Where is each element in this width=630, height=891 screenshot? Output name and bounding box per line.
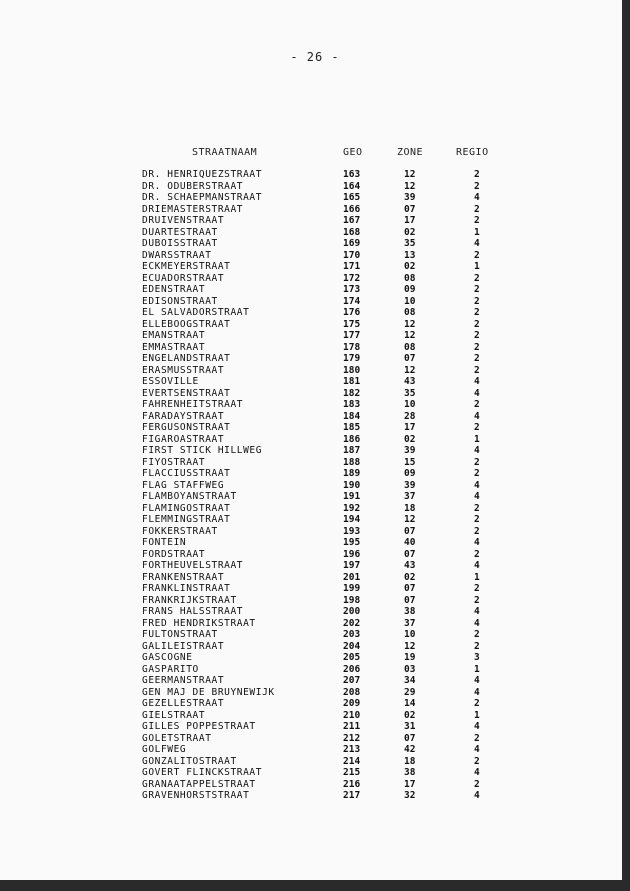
table-row [0, 411, 600, 423]
regio-code: 2 [474, 341, 480, 353]
street-name: FRED HENDRIKSTRAAT [142, 617, 256, 629]
table-row [0, 549, 600, 561]
table-row [0, 307, 600, 319]
geo-code: 217 [343, 790, 361, 801]
street-name: FRANS HALSSTRAAT [142, 606, 244, 617]
page-number: - 26 - [290, 50, 340, 64]
geo-code: 208 [343, 686, 361, 698]
street-name: FLAMINGOSTRAAT [142, 502, 231, 514]
street-name: EMANSTRAAT [142, 330, 206, 341]
table-row [0, 767, 600, 779]
regio-code: 3 [474, 652, 480, 663]
regio-code: 2 [474, 594, 480, 606]
street-name: GEZELLESTRAAT [142, 698, 225, 709]
regio-code: 2 [474, 640, 480, 652]
street-name: DRIEMASTERSTRAAT [142, 203, 244, 215]
geo-code: 205 [343, 652, 361, 663]
table-row [0, 756, 600, 768]
regio-code: 2 [474, 548, 480, 560]
street-name: GOLETSTRAAT [142, 732, 212, 744]
street-name: GALILEISTRAAT [142, 640, 225, 652]
regio-code: 4 [474, 479, 480, 491]
table-row [0, 192, 600, 204]
regio-code: 2 [474, 353, 480, 364]
street-name: FOKKERSTRAAT [142, 525, 218, 537]
table-row [0, 606, 600, 618]
zone-code: 37 [404, 491, 416, 502]
zone-code: 39 [404, 445, 416, 456]
zone-code: 15 [404, 456, 416, 468]
zone-code: 38 [404, 767, 416, 778]
zone-code: 12 [404, 318, 416, 330]
zone-code: 31 [404, 721, 416, 732]
geo-code: 213 [343, 744, 361, 755]
regio-code: 2 [474, 364, 480, 376]
table-row [0, 687, 600, 699]
regio-code: 4 [474, 790, 480, 801]
zone-code: 32 [404, 790, 416, 801]
regio-code: 2 [474, 284, 480, 295]
table-row [0, 261, 600, 273]
zone-code: 07 [404, 583, 416, 594]
street-name: GASPARITO [142, 663, 199, 675]
street-name: GILLES POPPESTRAAT [142, 721, 256, 732]
geo-code: 187 [343, 445, 361, 456]
table-row [0, 595, 600, 607]
table-row [0, 744, 600, 756]
geo-code: 165 [343, 192, 361, 203]
zone-code: 12 [404, 640, 416, 652]
table-row [0, 641, 600, 653]
zone-code: 02 [404, 571, 416, 583]
regio-code: 2 [474, 215, 480, 226]
table-row [0, 388, 600, 400]
table-row [0, 514, 600, 526]
regio-code: 4 [474, 721, 480, 732]
table-row [0, 342, 600, 354]
street-name: FLEMMINGSTRAAT [142, 514, 231, 525]
street-name: DRUIVENSTRAAT [142, 215, 225, 226]
street-name: DR. ODUBERSTRAAT [142, 180, 244, 192]
geo-code: 216 [343, 778, 361, 790]
zone-code: 17 [404, 778, 416, 790]
zone-code: 38 [404, 606, 416, 617]
table-row [0, 204, 600, 216]
table-row [0, 445, 600, 457]
zone-code: 43 [404, 376, 416, 387]
street-name: GONZALITOSTRAAT [142, 755, 237, 767]
regio-code: 2 [474, 514, 480, 525]
street-name: DR. SCHAEPMANSTRAAT [142, 192, 263, 203]
zone-code: 07 [404, 353, 416, 364]
street-name: DR. HENRIQUEZSTRAAT [142, 169, 263, 180]
zone-code: 39 [404, 192, 416, 203]
geo-code: 176 [343, 307, 361, 318]
regio-code: 4 [474, 238, 480, 249]
regio-code: 2 [474, 399, 480, 410]
zone-code: 12 [404, 330, 416, 341]
geo-code: 188 [343, 456, 361, 468]
geo-code: 186 [343, 433, 361, 445]
table-row [0, 583, 600, 595]
zone-code: 03 [404, 663, 416, 675]
street-name: FONTEIN [142, 537, 187, 548]
geo-code: 170 [343, 249, 361, 261]
zone-code: 18 [404, 755, 416, 767]
geo-code: 215 [343, 767, 361, 778]
geo-code: 212 [343, 732, 361, 744]
zone-code: 02 [404, 433, 416, 445]
street-name: GRANAATAPPELSTRAAT [142, 778, 256, 790]
zone-code: 18 [404, 502, 416, 514]
geo-code: 214 [343, 755, 361, 767]
geo-code: 194 [343, 514, 361, 525]
zone-code: 35 [404, 387, 416, 399]
geo-code: 193 [343, 525, 361, 537]
table-row [0, 675, 600, 687]
table-row [0, 537, 600, 549]
geo-code: 189 [343, 468, 361, 479]
regio-code: 1 [474, 709, 480, 721]
zone-code: 35 [404, 238, 416, 249]
header-geo: GEO [343, 147, 363, 158]
street-name: ECKMEYERSTRAAT [142, 261, 231, 272]
street-name: FARADAYSTRAAT [142, 410, 225, 422]
street-name: FAHRENHEITSTRAAT [142, 399, 244, 410]
table-row [0, 572, 600, 584]
geo-code: 167 [343, 215, 361, 226]
table-row [0, 238, 600, 250]
zone-code: 07 [404, 594, 416, 606]
regio-code: 2 [474, 698, 480, 709]
table-row [0, 664, 600, 676]
zone-code: 07 [404, 203, 416, 215]
geo-code: 178 [343, 341, 361, 353]
street-name: FULTONSTRAAT [142, 629, 218, 640]
zone-code: 07 [404, 548, 416, 560]
street-name: FIGAROASTRAAT [142, 433, 225, 445]
street-name: GRAVENHORSTSTRAAT [142, 790, 250, 801]
geo-code: 203 [343, 629, 361, 640]
table-row [0, 779, 600, 791]
geo-code: 195 [343, 537, 361, 548]
regio-code: 2 [474, 307, 480, 318]
street-name: EMMASTRAAT [142, 341, 206, 353]
zone-code: 08 [404, 341, 416, 353]
geo-code: 196 [343, 548, 361, 560]
regio-code: 2 [474, 249, 480, 261]
zone-code: 07 [404, 732, 416, 744]
street-name: EDENSTRAAT [142, 284, 206, 295]
table-row [0, 468, 600, 480]
street-name: FLAMBOYANSTRAAT [142, 491, 237, 502]
zone-code: 10 [404, 295, 416, 307]
regio-code: 1 [474, 226, 480, 238]
regio-code: 2 [474, 169, 480, 180]
table-row [0, 250, 600, 262]
table-row [0, 526, 600, 538]
zone-code: 12 [404, 180, 416, 192]
table-row [0, 273, 600, 285]
geo-code: 204 [343, 640, 361, 652]
street-name: ELLEBOOGSTRAAT [142, 318, 231, 330]
street-name: EVERTSENSTRAAT [142, 387, 231, 399]
regio-code: 4 [474, 617, 480, 629]
geo-code: 169 [343, 238, 361, 249]
regio-code: 4 [474, 491, 480, 502]
regio-code: 2 [474, 180, 480, 192]
zone-code: 02 [404, 709, 416, 721]
regio-code: 2 [474, 468, 480, 479]
geo-code: 174 [343, 295, 361, 307]
street-name: GIELSTRAAT [142, 709, 206, 721]
geo-code: 197 [343, 560, 361, 571]
street-name: FRANKLINSTRAAT [142, 583, 231, 594]
table-row [0, 721, 600, 733]
geo-code: 202 [343, 617, 361, 629]
regio-code: 4 [474, 744, 480, 755]
street-name: FLACCIUSSTRAAT [142, 468, 231, 479]
regio-code: 4 [474, 192, 480, 203]
zone-code: 14 [404, 698, 416, 709]
geo-code: 190 [343, 479, 361, 491]
regio-code: 4 [474, 560, 480, 571]
regio-code: 2 [474, 778, 480, 790]
geo-code: 179 [343, 353, 361, 364]
geo-code: 172 [343, 272, 361, 284]
street-table [0, 169, 600, 802]
regio-code: 2 [474, 295, 480, 307]
header-straatnaam: STRAATNAAM [192, 147, 258, 158]
table-row [0, 457, 600, 469]
zone-code: 39 [404, 479, 416, 491]
geo-code: 173 [343, 284, 361, 295]
regio-code: 2 [474, 583, 480, 594]
table-row [0, 790, 600, 802]
table-row [0, 296, 600, 308]
zone-code: 43 [404, 560, 416, 571]
zone-code: 09 [404, 284, 416, 295]
geo-code: 175 [343, 318, 361, 330]
zone-code: 42 [404, 744, 416, 755]
geo-code: 171 [343, 261, 361, 272]
regio-code: 4 [474, 376, 480, 387]
geo-code: 200 [343, 606, 361, 617]
regio-code: 4 [474, 387, 480, 399]
zone-code: 13 [404, 249, 416, 261]
zone-code: 02 [404, 226, 416, 238]
street-name: FIRST STICK HILLWEG [142, 445, 263, 456]
geo-code: 180 [343, 364, 361, 376]
header-regio: REGIO [456, 147, 489, 158]
table-row [0, 560, 600, 572]
street-name: ERASMUSSTRAAT [142, 364, 225, 376]
street-name: GASCOGNE [142, 652, 193, 663]
regio-code: 4 [474, 606, 480, 617]
table-row [0, 365, 600, 377]
regio-code: 4 [474, 675, 480, 686]
zone-code: 17 [404, 215, 416, 226]
geo-code: 199 [343, 583, 361, 594]
table-row [0, 629, 600, 641]
table-row [0, 491, 600, 503]
street-name: ENGELANDSTRAAT [142, 353, 231, 364]
table-row [0, 284, 600, 296]
geo-code: 184 [343, 410, 361, 422]
regio-code: 4 [474, 445, 480, 456]
table-row [0, 215, 600, 227]
street-name: GOLFWEG [142, 744, 187, 755]
street-name: DUBOISSTRAAT [142, 238, 218, 249]
table-row [0, 618, 600, 630]
zone-code: 08 [404, 272, 416, 284]
zone-code: 17 [404, 422, 416, 433]
regio-code: 1 [474, 433, 480, 445]
geo-code: 166 [343, 203, 361, 215]
zone-code: 12 [404, 514, 416, 525]
table-row [0, 181, 600, 193]
table-row [0, 399, 600, 411]
regio-code: 4 [474, 410, 480, 422]
zone-code: 07 [404, 525, 416, 537]
regio-code: 1 [474, 663, 480, 675]
regio-code: 2 [474, 502, 480, 514]
street-name: GOVERT FLINCKSTRAAT [142, 767, 263, 778]
regio-code: 2 [474, 629, 480, 640]
geo-code: 198 [343, 594, 361, 606]
regio-code: 1 [474, 571, 480, 583]
zone-code: 08 [404, 307, 416, 318]
regio-code: 2 [474, 272, 480, 284]
regio-code: 2 [474, 456, 480, 468]
regio-code: 1 [474, 261, 480, 272]
table-row [0, 169, 600, 181]
street-name: ECUADORSTRAAT [142, 272, 225, 284]
table-row [0, 227, 600, 239]
regio-code: 2 [474, 422, 480, 433]
geo-code: 210 [343, 709, 361, 721]
table-row [0, 652, 600, 664]
table-row [0, 434, 600, 446]
geo-code: 192 [343, 502, 361, 514]
street-name: DWARSSTRAAT [142, 249, 212, 261]
table-row [0, 422, 600, 434]
street-name: FRANKRIJKSTRAAT [142, 594, 237, 606]
regio-code: 4 [474, 686, 480, 698]
geo-code: 185 [343, 422, 361, 433]
regio-code: 4 [474, 767, 480, 778]
table-row [0, 480, 600, 492]
geo-code: 209 [343, 698, 361, 709]
street-name: EL SALVADORSTRAAT [142, 307, 250, 318]
geo-code: 164 [343, 180, 361, 192]
zone-code: 29 [404, 686, 416, 698]
street-name: EDISONSTRAAT [142, 295, 218, 307]
geo-code: 201 [343, 571, 361, 583]
table-row [0, 353, 600, 365]
zone-code: 12 [404, 169, 416, 180]
street-name: FRANKENSTRAAT [142, 571, 225, 583]
zone-code: 02 [404, 261, 416, 272]
street-name: DUARTESTRAAT [142, 226, 218, 238]
geo-code: 183 [343, 399, 361, 410]
zone-code: 34 [404, 675, 416, 686]
street-name: ESSOVILLE [142, 376, 199, 387]
zone-code: 28 [404, 410, 416, 422]
street-name: GEN MAJ DE BRUYNEWIJK [142, 686, 275, 698]
street-name: FIYOSTRAAT [142, 456, 206, 468]
regio-code: 4 [474, 537, 480, 548]
regio-code: 2 [474, 525, 480, 537]
geo-code: 181 [343, 376, 361, 387]
street-name: FLAG STAFFWEG [142, 479, 225, 491]
table-row [0, 376, 600, 388]
geo-code: 163 [343, 169, 361, 180]
table-row [0, 330, 600, 342]
regio-code: 2 [474, 203, 480, 215]
street-name: FORDSTRAAT [142, 548, 206, 560]
street-name: FORTHEUVELSTRAAT [142, 560, 244, 571]
table-row [0, 319, 600, 331]
geo-code: 211 [343, 721, 361, 732]
zone-code: 37 [404, 617, 416, 629]
zone-code: 12 [404, 364, 416, 376]
geo-code: 182 [343, 387, 361, 399]
geo-code: 168 [343, 226, 361, 238]
zone-code: 40 [404, 537, 416, 548]
regio-code: 2 [474, 330, 480, 341]
street-name: FERGUSONSTRAAT [142, 422, 231, 433]
geo-code: 206 [343, 663, 361, 675]
geo-code: 207 [343, 675, 361, 686]
zone-code: 10 [404, 629, 416, 640]
header-zone: ZONE [397, 147, 424, 158]
street-name: GEERMANSTRAAT [142, 675, 225, 686]
regio-code: 2 [474, 732, 480, 744]
geo-code: 191 [343, 491, 361, 502]
regio-code: 2 [474, 755, 480, 767]
table-row [0, 733, 600, 745]
table-row [0, 698, 600, 710]
zone-code: 09 [404, 468, 416, 479]
regio-code: 2 [474, 318, 480, 330]
geo-code: 177 [343, 330, 361, 341]
table-row [0, 710, 600, 722]
zone-code: 10 [404, 399, 416, 410]
zone-code: 19 [404, 652, 416, 663]
table-row [0, 503, 600, 515]
